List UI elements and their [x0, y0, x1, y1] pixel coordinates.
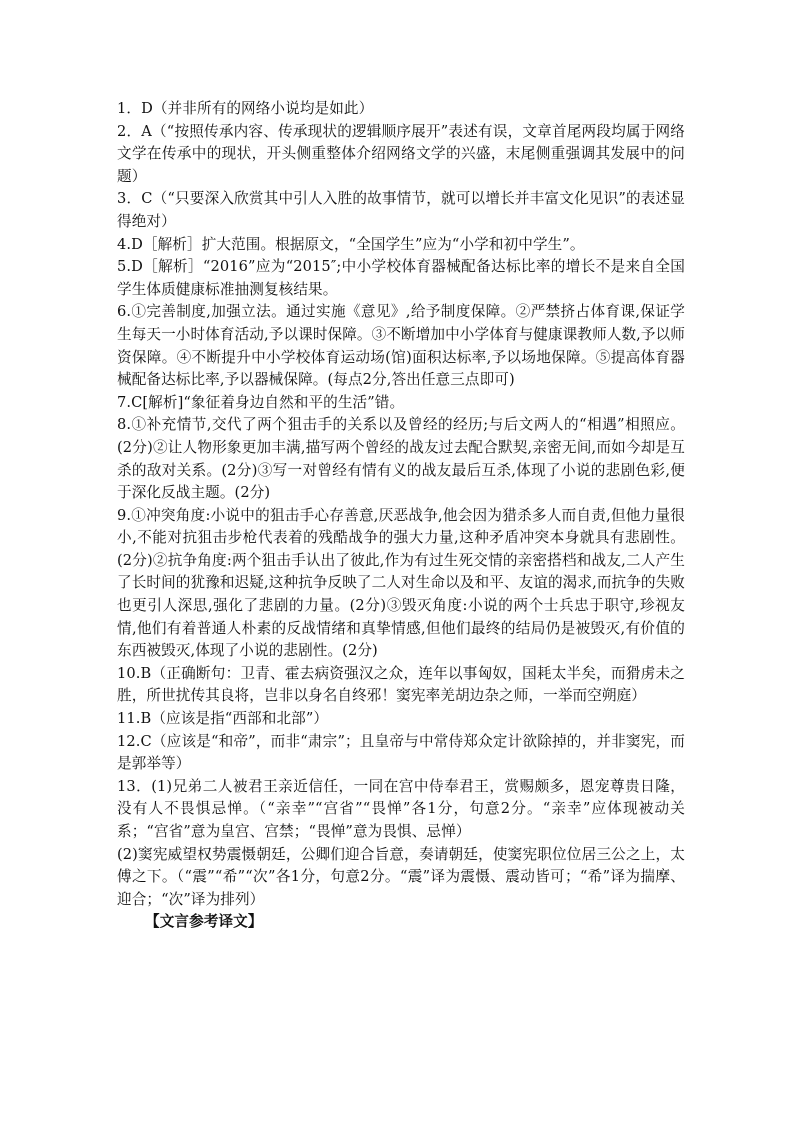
answer-3: 3．C（“只要深入欣赏其中引人入胜的故事情节，就可以增长并丰富文化见识”的表述显得绝对）: [117, 190, 685, 230]
answer-9: 9.①冲突角度:小说中的狙击手心存善意,厌恶战争,他会因为猎杀多人而自责,但他力量很小,不能对抗狙击步枪代表着的残酷战争的强大力量,这种矛盾冲突本身就具有悲剧性。(2分)②抗争角度:两个狙击手认出了彼此,作为有过生死交情的亲密搭档和战友,二人产生了长时间的犹豫和迟疑,这种抗争反映了二人对生命以及和平、友谊的渴求,而抗争的失败也更引人深思,强化了悲剧的力量。(2分)③毁灭角度:小说的两个士兵忠于职守,珍视友情,他们有着普通人朴素的反战情绪和真挚情感,但他们最终的结局仍是被毁灭,有价值的东西被毁灭,体现了小说的悲剧性。(2分): [117, 506, 685, 660]
answer-13-part-2: (2)窦宪威望权势震慑朝廷，公卿们迎合旨意，奏请朝廷，使窦宪职位位居三公之上，太傅之下。（“震”“希”“次”各1分，句意2分。“震”译为震慑、震动皆可；“希”译为揣摩、迎合；“次”译为排列）: [117, 845, 685, 908]
answer-document: [117, 98, 685, 934]
section-heading: 【文言参考译文】: [145, 913, 263, 931]
answer-11: 11.B（应该是指“西部和北部”）: [117, 710, 329, 728]
answer-1: 1．D（并非所有的网络小说均是如此）: [117, 100, 374, 117]
answer-5: 5.D［解析］“2016”应为“2015″;中小学校体育器械配备达标比率的增长不是来自全国学生体质健康标准抽测复核结果。: [117, 258, 685, 298]
answer-4: 4.D［解析］扩大范围。根据原文，“全国学生”应为“小学和初中学生”。: [117, 235, 585, 253]
answer-8: 8.①补充情节,交代了两个狙击手的关系以及曾经的经历;与后文两人的“相遇”相照应。(2分)②让人物形象更加丰满,描写两个曾经的战友过去配合默契,亲密无间,而如今却是互杀的敌对关系。(2分)③写一对曾经有情有义的战友最后互杀,体现了小说的悲剧色彩,便于深化反战主题。(2分): [117, 416, 685, 502]
answer-6: 6.①完善制度,加强立法。通过实施《意见》,给予制度保障。②严禁挤占体育课,保证学生每天一小时体育活动,予以课时保障。③不断增加中小学体育与健康课教师人数,予以师资保障。④不断提升中小学校体育运动场(馆)面积达标率,予以场地保障。⑤提高体育器械配备达标比率,予以器械保障。(每点2分,答出任意三点即可): [117, 303, 685, 389]
answer-7: 7.C[解析]“象征着身边自然和平的生活”错。: [117, 393, 405, 411]
answer-13-part-1: 13．(1)兄弟二人被君王亲近信任，一同在宫中侍奉君王，赏赐颇多，恩宠尊贵日隆，没有人不畏惧忌惮。（“亲幸”“宫省”“畏惮”各1分，句意2分。“亲幸”应体现被动关系；“宫省”意为皇宫、宫禁；“畏惮”意为畏惧、忌惮）: [117, 777, 685, 840]
answer-12: 12.C（应该是“和帝”，而非“肃宗”；且皇帝与中常侍郑众定计欲除掉的，并非窦宪，而是郭举等）: [117, 732, 685, 773]
answer-10: 10.B（正确断句：卫青、霍去病资强汉之众，连年以事匈奴，国耗太半矣，而猾虏未之胜，所世扰传其良将，岂非以身名自终邪！窦宪率羌胡边杂之师，一举而空朔庭）: [117, 664, 685, 705]
answer-2: 2．A（“按照传承内容、传承现状的逻辑顺序展开”表述有误，文章首尾两段均属于网络文学在传承中的现状，开头侧重整体介绍网络文学的兴盛，末尾侧重强调其发展中的问题）: [117, 122, 685, 185]
